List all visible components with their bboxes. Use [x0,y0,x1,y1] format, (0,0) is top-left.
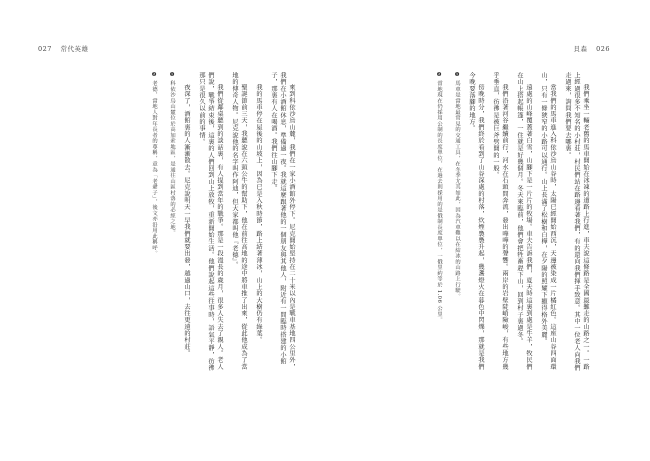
paragraph: 夜深了，酒館裏的人漸漸散去。尼克說明天一早我們就要出發，越過山口，去往更遠的村莊。 [183,84,190,358]
paragraph: 我們乘坐一輛老舊的馬車開始在冰凍的道路上行進，車夫說這條路是全國最難走的山路之一。一路上經過很多不知名的小村莊，村民們站在路邊看著我們，有的還向我們揮手致意。其中一位老人向我們走過來，詢問我們要去哪裏。 [564,72,589,372]
left-page-body [64,72,296,372]
paragraph: 聖誕節前三天，我聽說在六頭公牛的幫助下，他在前往高地的途中將車推了出來，從此他成為了當地的傳奇人物。尼克說他的名字叫作阿迪，但大家都叫他『老德』。 [231,72,247,371]
left-running-head: 常代英雄 [60,45,89,53]
footnote: ❶ 科依沙烏山麓位於高加索地區，是通往山區村落的必經之地。 [169,72,175,236]
left-page-header [38,44,89,53]
footnote: ❶ 馬車是當地最常見的交通工具，在冬季尤其如此，因為汽車難以在結冰的山路上行駛。 [454,72,460,300]
footnote: ❷ 當地現在仍採用公制的長度單位，在過去則採用的是俄制長度單位，一俄里約等於 1.06 公里。 [436,72,442,323]
paragraph: 我們從鄰桌聽到的談話裏，有人提到當年的戰爭。那是一段漫長的歲月，很多人失去了親人。老人們說，戰爭結束後，這裏的人們回到山上放牧，重新開始生活。他們說起這些往事時，語氣平靜，彷彿那只是很久以前的事情。 [198,72,223,372]
paragraph: 遠處的山峰覆蓋著白雪，山腳下是一片片的牧場。車夫告訴我們，夏天時這裏到處是牛羊，牧民們在山上搭起帳篷，一住就是好幾個月。冬天來臨前，他們會把牲畜趕下山，回到村子裏過冬。 [516,72,532,371]
right-page-number: 026 [596,45,610,53]
right-page-body [352,72,590,372]
paragraph: 當我們的馬車進入科依沙烏山谷時，太陽已經開始西沉，天邊被染成一片橘紅色。這座山谷四面環山，只有一條狹窄的小路可以通行。山上長滿了松樹和白樺，在夕陽的照耀下顯得格外美麗。 [540,72,556,371]
footnote: ❷ 老德，當地人對年長者的尊稱，意為「老爺子」，後文亦沿用此稱呼。 [151,72,157,257]
left-page-number: 027 [38,45,52,53]
paragraph: 我們沿著河谷繼續前行，河水在石頭間奔流，發出嘩嘩的聲響。兩岸的岩壁陡峭險峻，有些地方幾乎垂直，彷彿是被巨斧劈開的一般。 [492,72,508,371]
paragraph: 我的馬車停在屋後的山坡上，因為已是入秋時節，路上結著薄冰，山上的大樹仍有綠葉。 [255,84,262,344]
paragraph: 來到科依沙烏山麓，我們在一家小酒館外停下。尼克開始堅持在二十米以內是戰車基地四公里外，我們在小酒館休息，準備過一夜。我就這麼跟著他的一個朋友與其他人，附近有一間臨時搭建的小館子，那裏有人在喝酒。我們往山腳下走。 [270,72,295,371]
right-running-head: 貝森 [573,45,588,53]
right-page-header [574,44,611,53]
paragraph: 傍晚時分，我們終於看到了山谷深處的村落，炊煙裊裊升起，幾盞燈火在暮色中閃爍，那就是我們今晚要落腳的地方。 [468,72,484,371]
